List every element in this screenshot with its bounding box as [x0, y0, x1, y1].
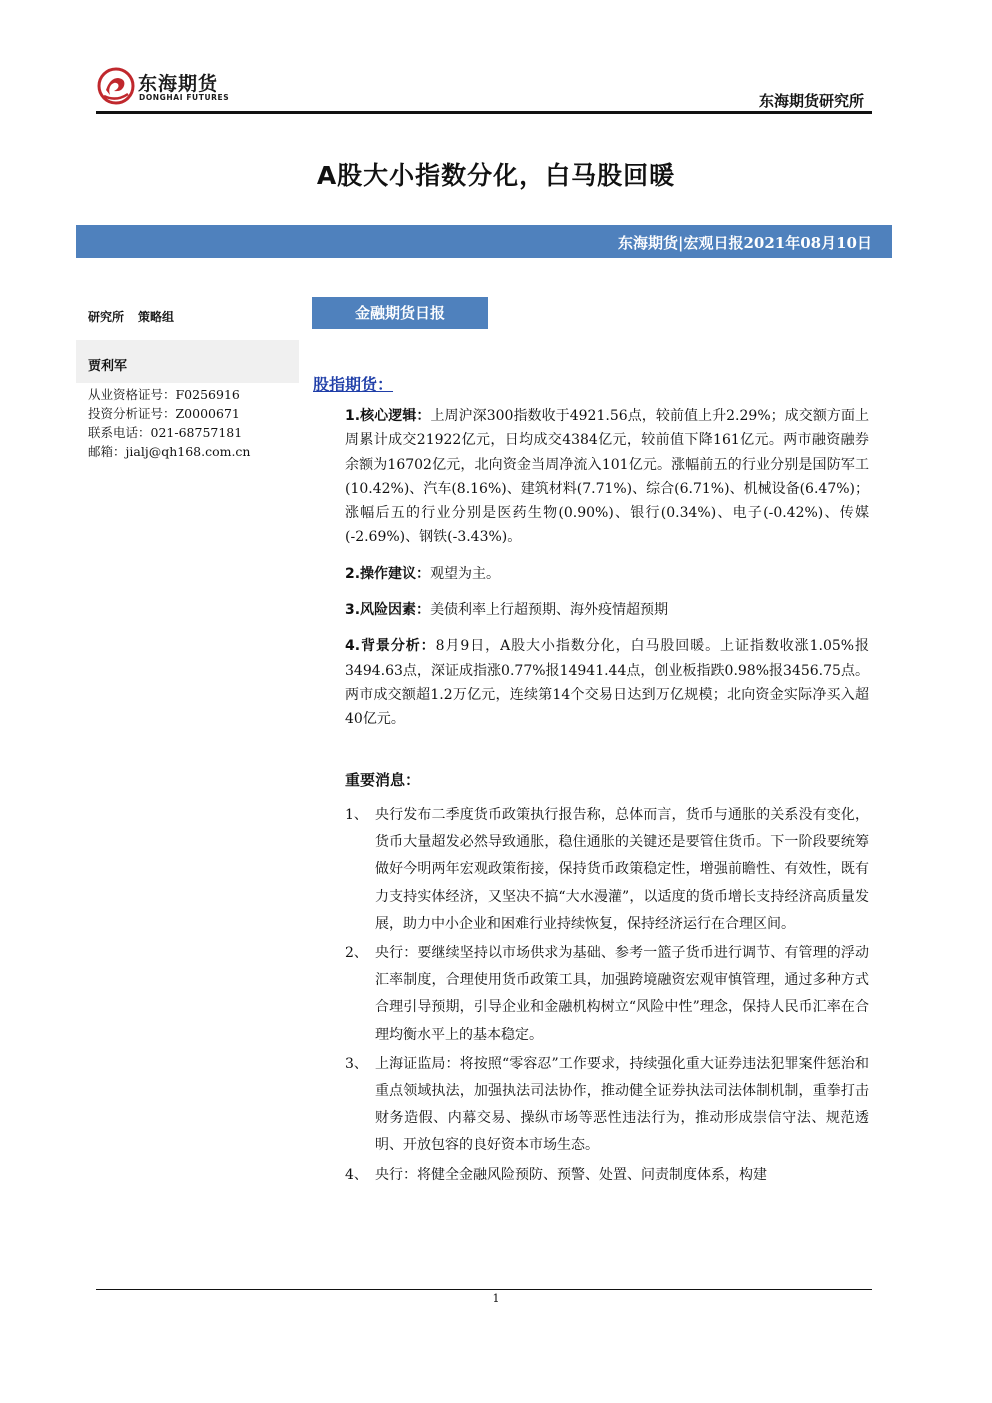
analyst-number: 投资分析证号：Z0000671 [88, 406, 240, 421]
para-text: 8月9日，A股大小指数分化，白马股回暖。上证指数收涨1.05%报3494.63点，深证成指涨0.77%报14941.44点，创业板指跌0.98%报3456.75点。两市成交额超1.2万亿元，连续第14个交易日达到万亿规模；北向资金实际净买入超40亿元。 [345, 638, 870, 728]
news-section [345, 771, 869, 1191]
author-contact [88, 385, 251, 461]
group-name: 策略组 [138, 310, 175, 324]
email-address: 邮箱：jialj@qh168.com.cn [88, 444, 251, 459]
news-number: 3、 [345, 1055, 368, 1072]
department-line [88, 308, 188, 325]
document-title: A股大小指数分化，白马股回暖 [316, 161, 676, 190]
para-text: 美债利率上行超预期、海外疫情超预期 [430, 602, 669, 619]
news-text: 央行：将健全金融风险预防、预警、处置、问责制度体系，构建 [375, 1166, 767, 1183]
footer-divider [96, 1289, 872, 1290]
analysis-body [345, 404, 869, 744]
para-text: 上周沪深300指数收于4921.56点，较前值上升2.29%；成交额方面上周累计成交21922亿元，日均成交4384亿元，较前值下降161亿元。两市融资融券余额为16702亿元，北向资金当周净流入101亿元。涨幅前五的行业分别是国防军工(10.42%)、汽车(8.16%)、建筑材料(7.71%)、综合(6.71%)、机械设备(6.47%)；涨幅后五的行业分别是医药生物(0.90%)、银行(0.34%)、电子(-0.42%)、传媒(-2.69%)、钢铁(-3.43%)。 [345, 408, 870, 546]
qualification-number: 从业资格证号：F0256916 [88, 387, 240, 402]
news-heading: 重要消息： [345, 771, 421, 789]
section-tag: 金融期货日报 [312, 297, 488, 329]
background-paragraph [345, 634, 869, 731]
logo-text-en: DONGHAI FUTURES [139, 93, 230, 102]
author-name: 贾利军 [88, 359, 128, 374]
donghai-logo-icon [96, 66, 136, 106]
risk-paragraph [345, 598, 869, 622]
banner-text: 东海期货|宏观日报2021年08月10日 [618, 234, 872, 252]
news-text: 央行：要继续坚持以市场供求为基础、参考一篮子货币进行调节、有管理的浮动汇率制度，合理使用货币政策工具，加强跨境融资宏观审慎管理，通过多种方式合理引导预期，引导企业和金融机构树立“风险中性”理念，保持人民币汇率在合理均衡水平上的基本稳定。 [375, 945, 869, 1043]
company-logo [96, 66, 236, 108]
page-number: 1 [492, 1292, 500, 1305]
news-item [345, 802, 869, 938]
header-divider [96, 111, 872, 114]
news-text: 央行发布二季度货币政策执行报告称，总体而言，货币与通胀的关系没有变化，货币大量超发必然导致通胀，稳住通胀的关键还是要管住货币。下一阶段要统筹做好今明两年宏观政策衔接，保持货币政策稳定性，增强前瞻性、有效性，既有力支持实体经济，又坚决不搞“大水漫灌”，以适度的货币增长支持经济高质量发展，助力中小企业和困难行业持续恢复，保持经济运行在合理区间。 [375, 807, 869, 932]
core-logic-paragraph [345, 404, 869, 550]
news-number: 4、 [345, 1166, 368, 1183]
news-number: 2、 [345, 945, 368, 962]
news-text: 上海证监局：将按照“零容忍”工作要求，持续强化重大证券违法犯罪案件惩治和重点领域执法，加强执法司法协作，推动健全证券执法司法体制机制，重拳打击财务造假、内幕交易、操纵市场等恶性违法行为，推动形成崇信守法、规范透明、开放包容的良好资本市场生态。 [375, 1055, 869, 1154]
para-label: 3.风险因素： [345, 602, 431, 619]
dept-name: 研究所 [88, 310, 125, 324]
news-item [345, 1162, 869, 1189]
author-box [76, 340, 299, 383]
institute-name: 东海期货研究所 [758, 92, 864, 110]
report-banner [76, 225, 892, 258]
news-item [345, 940, 869, 1049]
advice-paragraph [345, 562, 869, 586]
phone-number: 联系电话：021-68757181 [88, 425, 243, 440]
para-label: 4.背景分析： [345, 638, 436, 655]
para-label: 2.操作建议： [345, 565, 431, 582]
news-item [345, 1051, 869, 1160]
news-number: 1、 [345, 807, 368, 823]
para-text: 观望为主。 [430, 565, 501, 582]
stock-index-futures-heading: 股指期货： [313, 375, 394, 394]
para-label: 1.核心逻辑： [345, 408, 431, 424]
logo-text-cn: 东海期货 [138, 73, 219, 95]
